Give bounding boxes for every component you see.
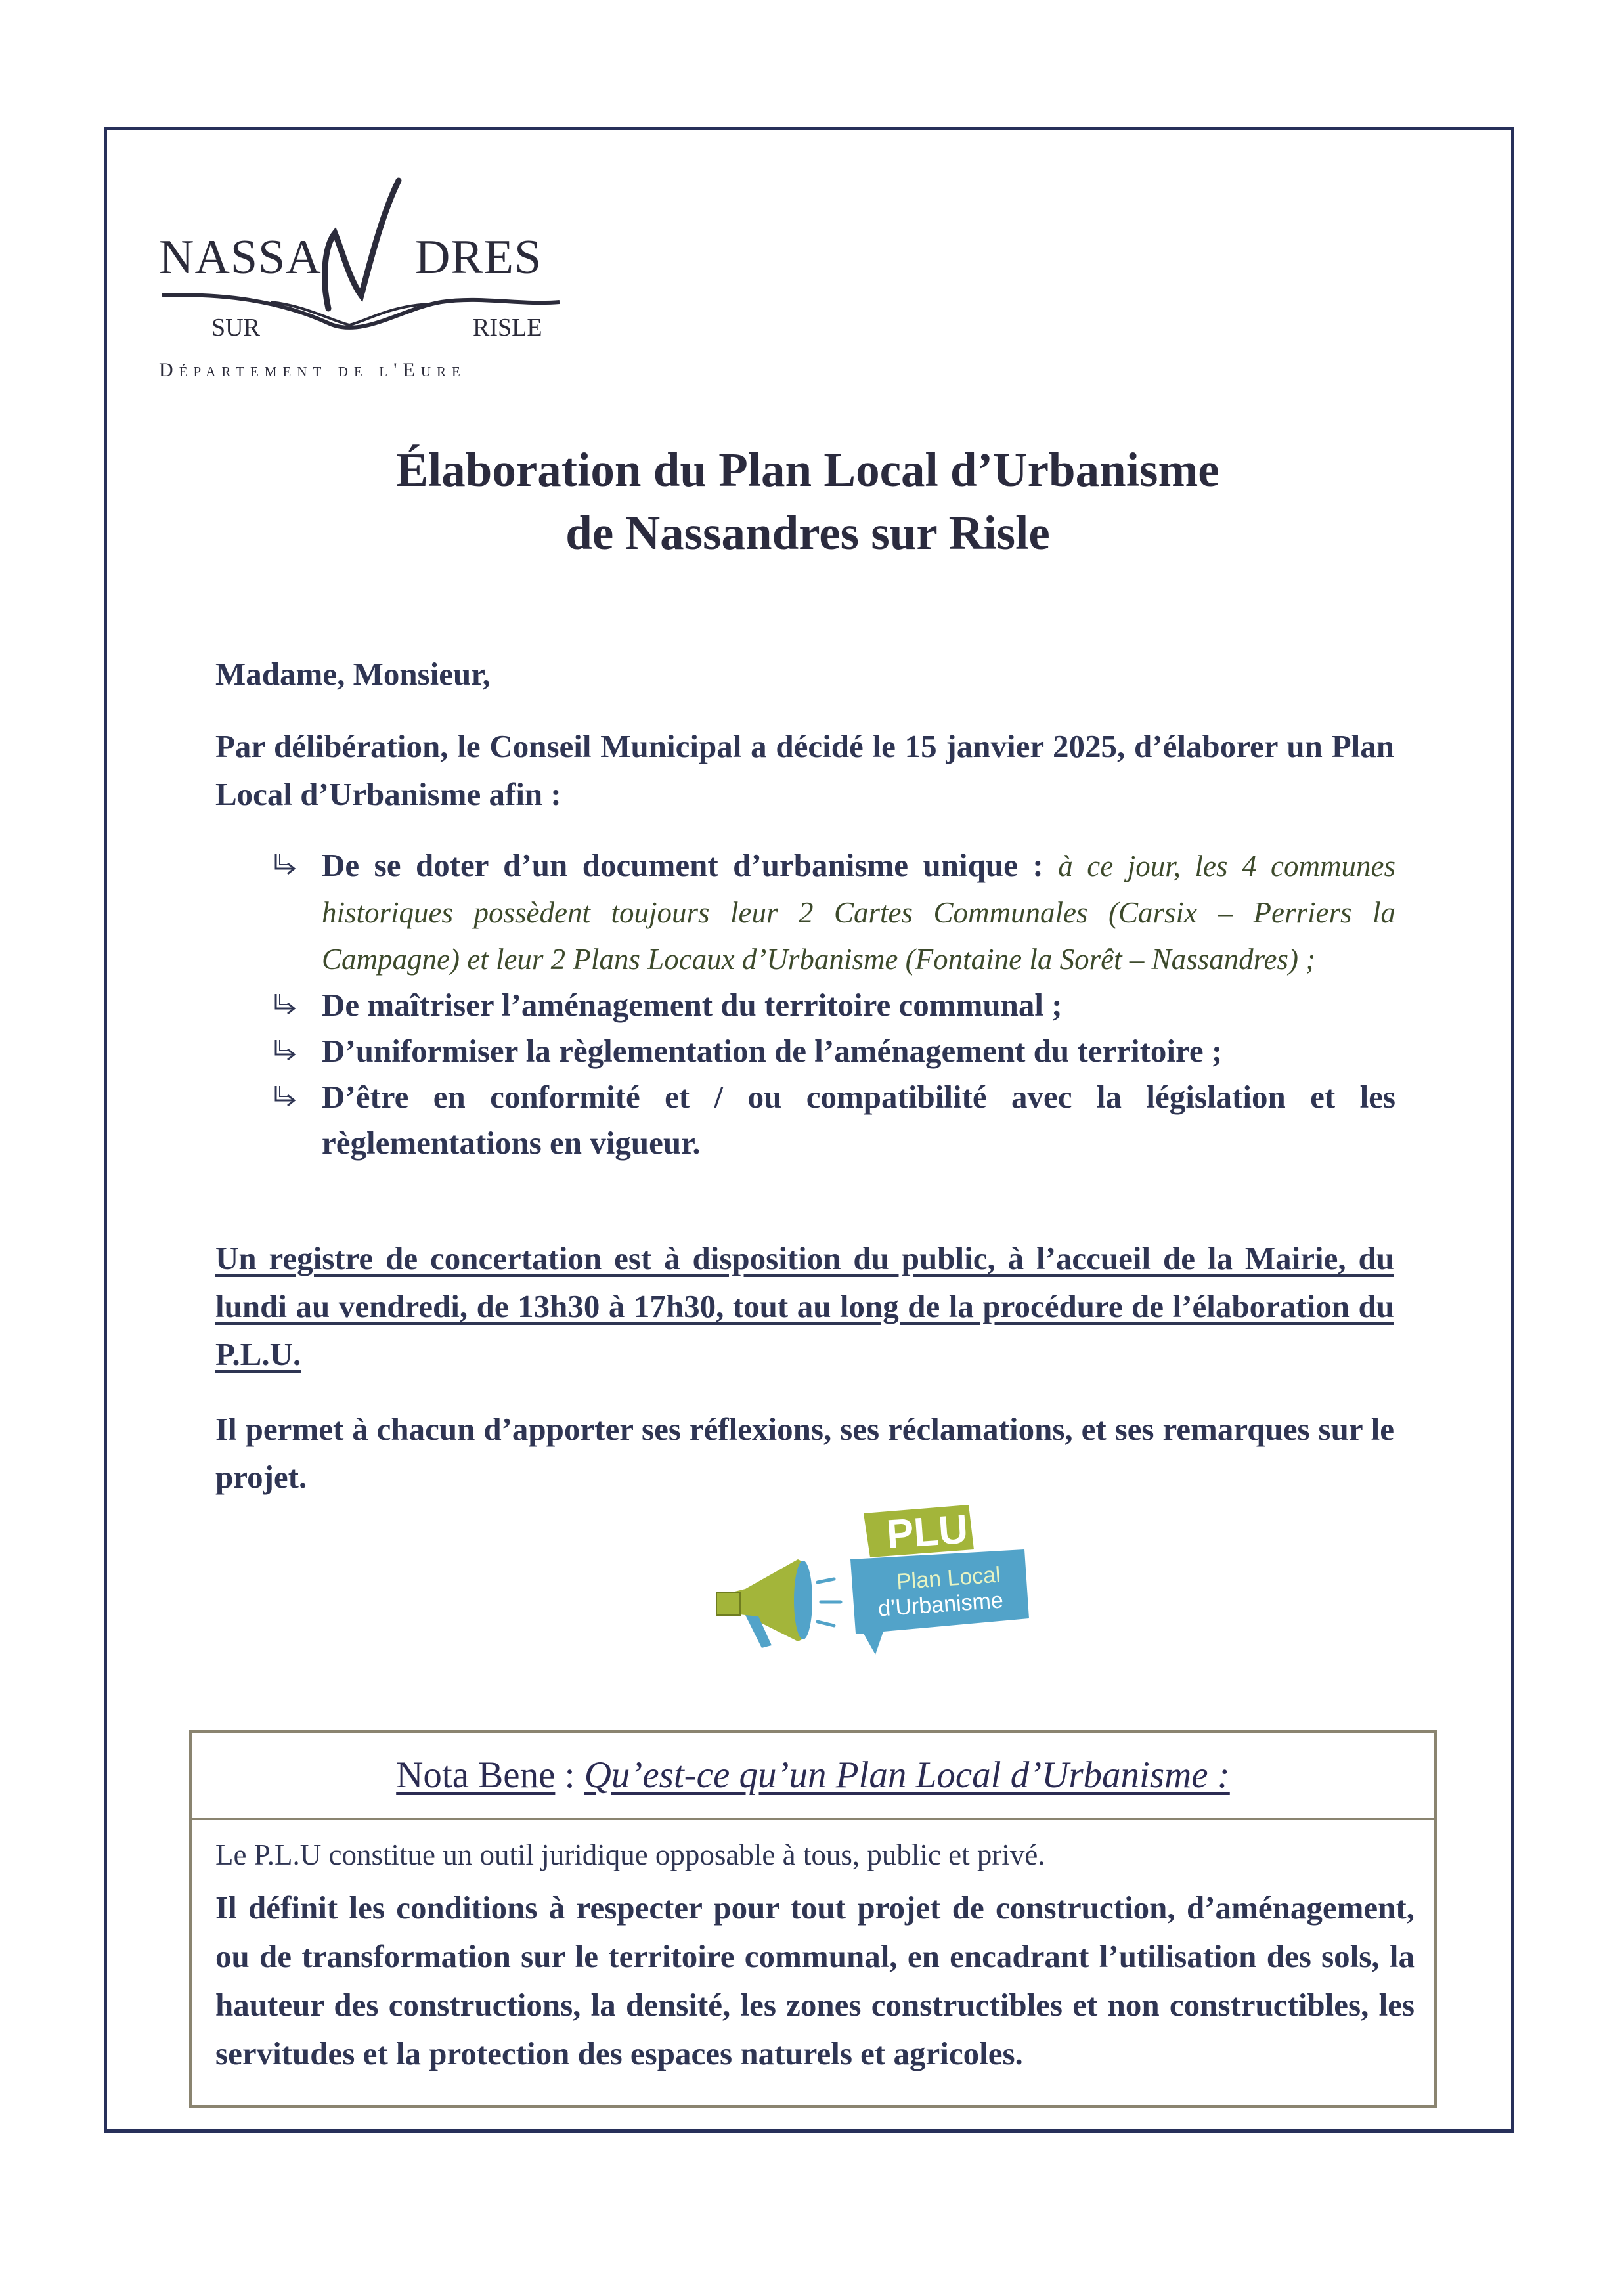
goals-list: [263, 842, 1395, 1166]
title-line-1: Élaboration du Plan Local d’Urbanisme: [396, 443, 1219, 496]
nota-question: Qu’est-ce qu’un Plan Local d’Urbanisme :: [584, 1754, 1230, 1796]
goal-note: à ce jour, les 4 communes historiques possèdent toujours leur 2 Cartes Communales (Carsix – Perriers la Campagne) et leur 2 Plans Locaux d’Urbanisme (Fontaine la Sorêt – Nassandres) ;: [322, 850, 1395, 976]
goal-item: [263, 1028, 1395, 1074]
page-title: [197, 439, 1418, 565]
nota-line-2: Il définit les conditions à respecter pour tout projet de construction, d’aménagement, ou de transformation sur le territoire communal, en encadrant l’utilisation des sols, la hauteur des constructions, la densité, les zones constructibles et non constructibles, les servitudes et la protection des espaces naturels et agricoles.: [215, 1890, 1415, 2071]
divider: [192, 1818, 1434, 1820]
logo-sub-right: RISLE: [473, 314, 542, 341]
nota-separator: :: [555, 1754, 584, 1796]
goal-text: De se doter d’un document d’urbanisme unique :: [322, 847, 1059, 883]
goal-item: [263, 982, 1395, 1028]
logo-word-right: DRES: [415, 230, 542, 284]
logo-department: Département de l'Eure: [159, 359, 466, 381]
goal-item: [263, 1074, 1395, 1166]
plu-line-1: Plan Local: [895, 1562, 1001, 1595]
logo-sub-left: SUR: [211, 314, 260, 341]
goal-item: [263, 842, 1395, 982]
arrow-bullet-icon: [271, 1037, 301, 1068]
nota-bene-heading: [192, 1754, 1434, 1796]
goal-text: D’être en conformité et / ou compatibilité avec la législation et les règlementations en vigueur.: [322, 1079, 1395, 1161]
nota-line-1: Le P.L.U constitue un outil juridique opposable à tous, public et privé.: [215, 1838, 1045, 1871]
plu-illustration: [706, 1497, 1047, 1694]
arrow-bullet-icon: [271, 852, 301, 882]
plu-badge: PLU: [885, 1506, 970, 1558]
title-line-2: de Nassandres sur Risle: [565, 506, 1050, 559]
comments-paragraph: Il permet à chacun d’apporter ses réflexions, ses réclamations, et ses remarques sur le projet.: [215, 1411, 1394, 1495]
nota-bene-box: [189, 1730, 1437, 2108]
intro-paragraph: Par délibération, le Conseil Municipal a décidé le 15 janvier 2025, d’élaborer un Plan Local d’Urbanisme afin :: [215, 728, 1394, 812]
register-notice: Un registre de concertation est à disposition du public, à l’accueil de la Mairie, du lundi au vendredi, de 13h30 à 17h30, tout au long de la procédure de l’élaboration du P.L.U.: [215, 1240, 1394, 1372]
goal-text: D’uniformiser la règlementation de l’aménagement du territoire ;: [322, 1033, 1223, 1069]
logo-word-left: NASSA: [159, 230, 322, 284]
arrow-bullet-icon: [271, 1083, 301, 1114]
arrow-bullet-icon: [271, 991, 301, 1022]
nota-bene-label: Nota Bene: [396, 1754, 556, 1796]
greeting: Madame, Monsieur,: [215, 656, 491, 692]
plu-line-2: d’Urbanisme: [877, 1588, 1004, 1622]
town-logo: [152, 167, 573, 391]
goal-text: De maîtriser l’aménagement du territoire communal ;: [322, 987, 1063, 1023]
